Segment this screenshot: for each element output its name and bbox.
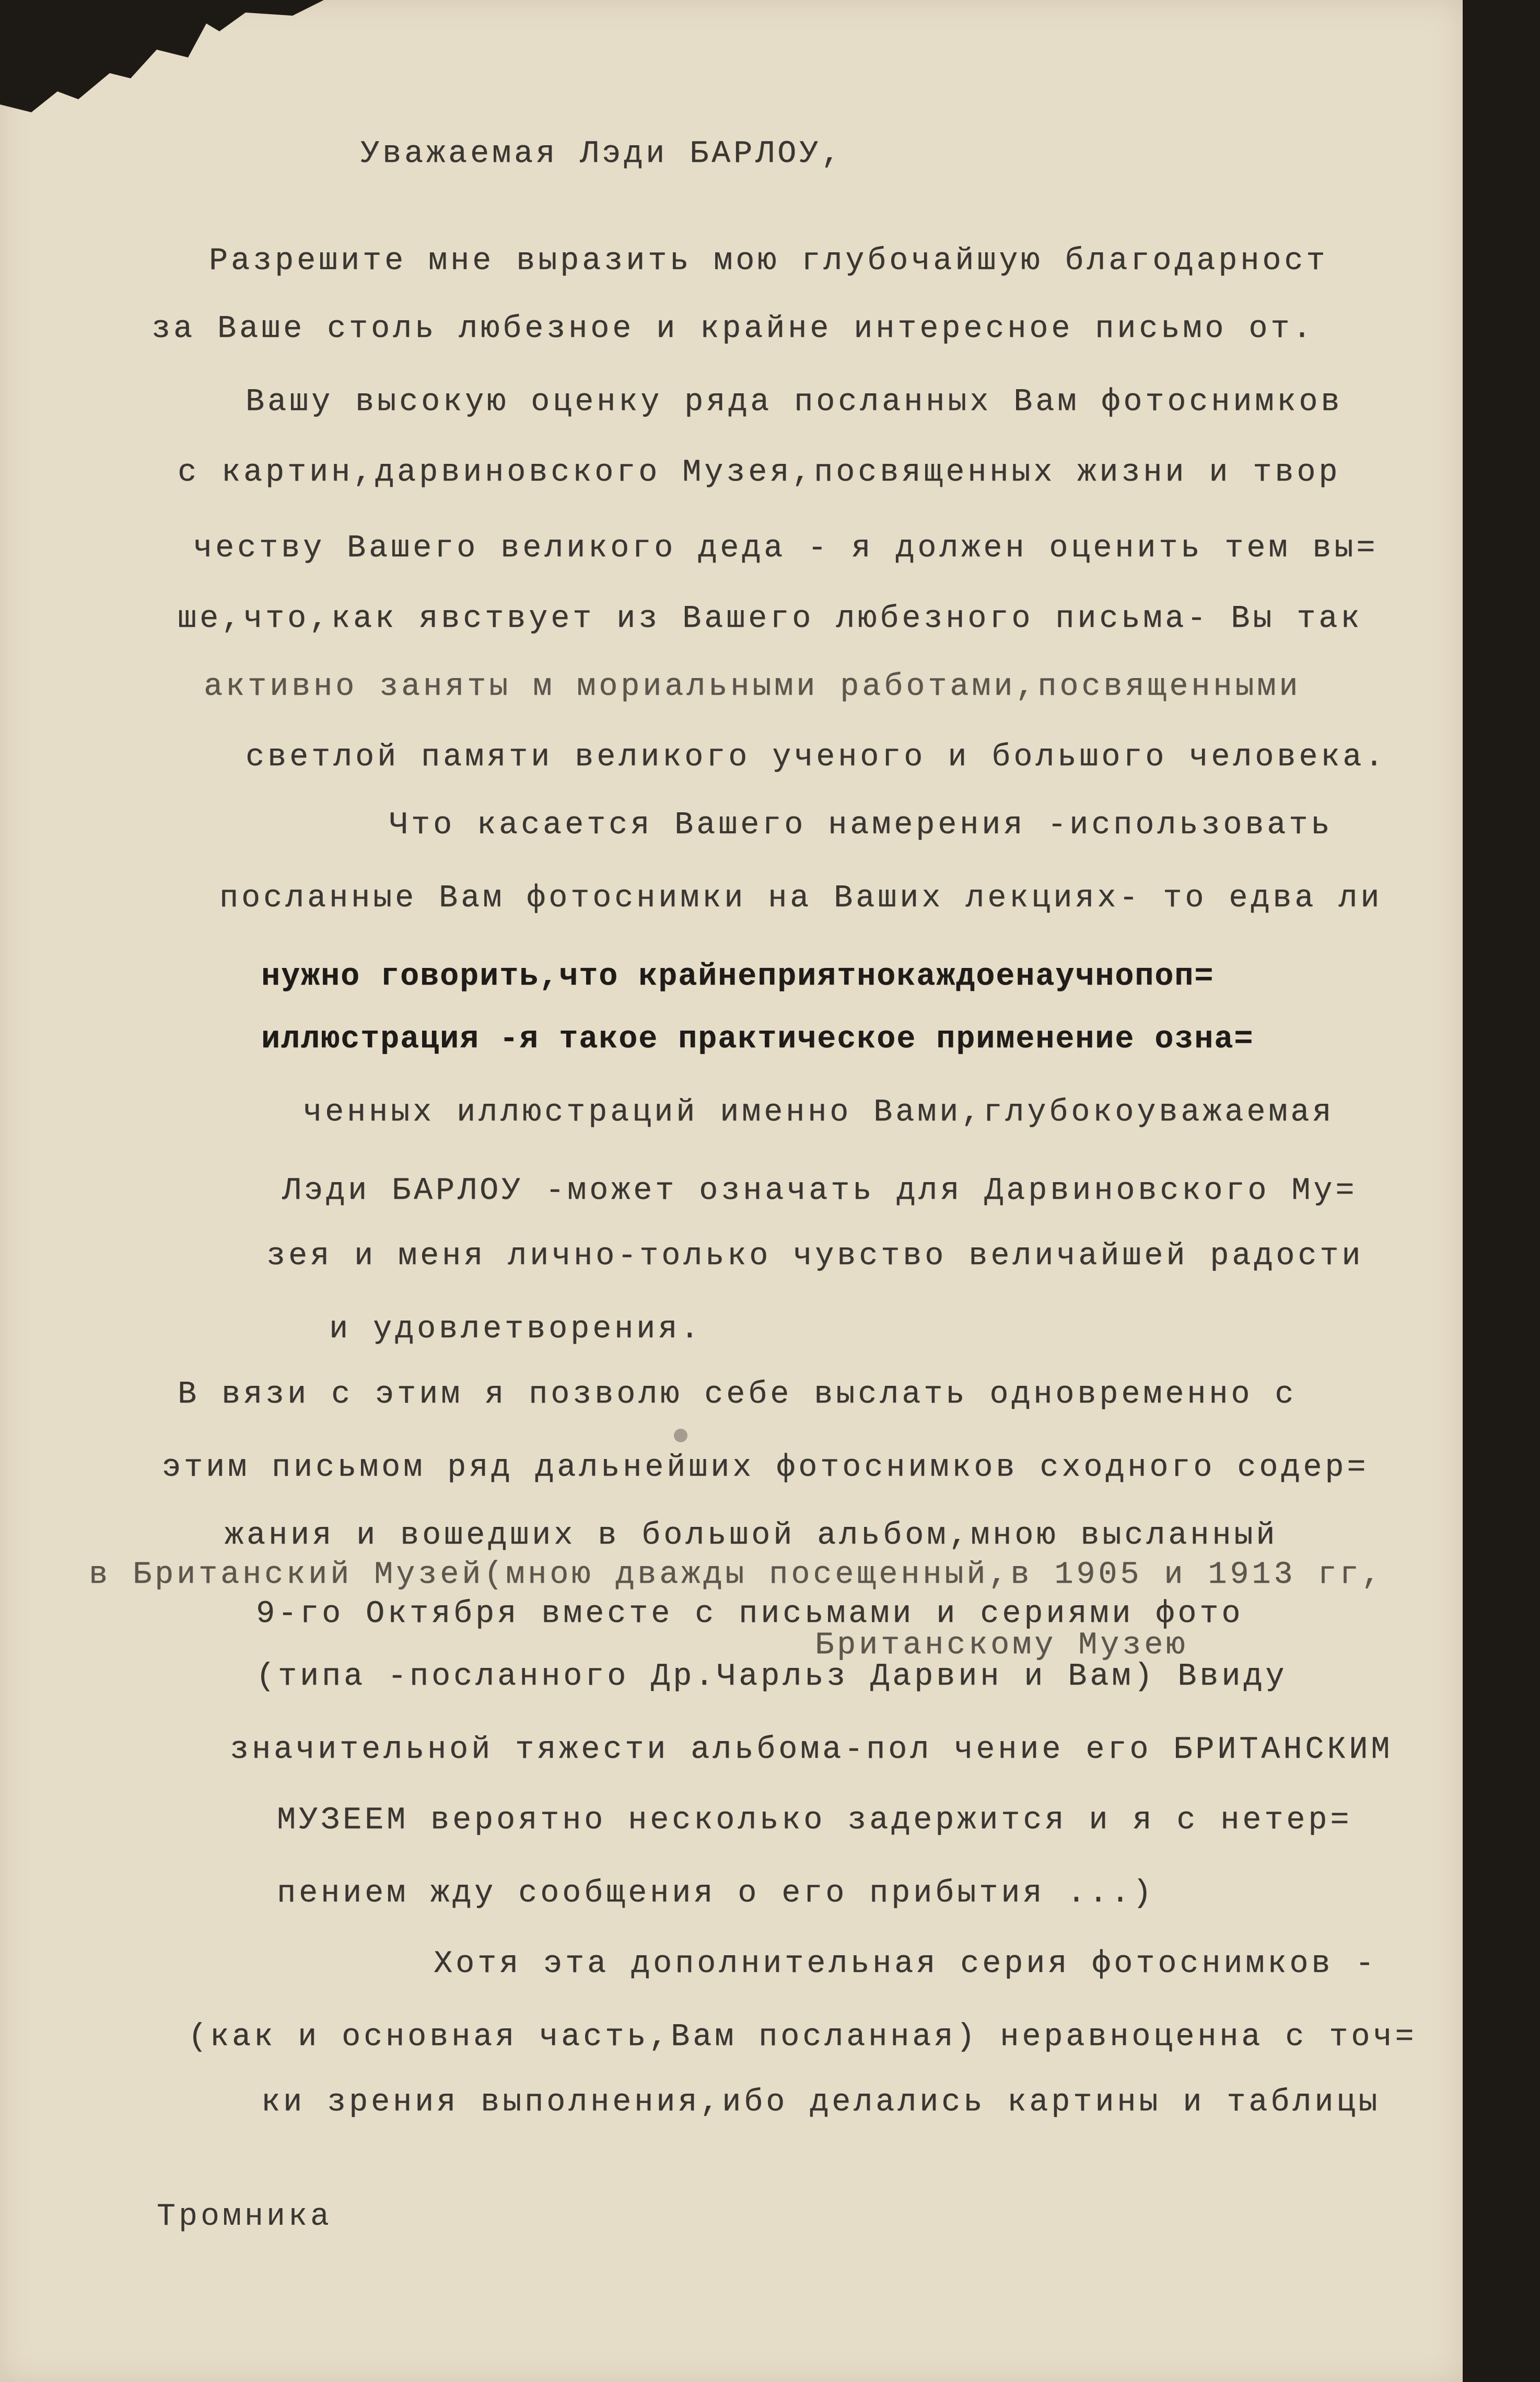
letter-line: в Британский Музей(мною дважды посещенный,в 1905 и 1913 гг, [89,1557,1384,1593]
letter-line: Что касается Вашего намерения -использовать [389,808,1333,843]
letter-line: ше,что,как явствует из Вашего любезного письма- Вы так [178,601,1363,637]
letter-line: зея и меня лично-только чувство величайшей радости [266,1239,1364,1274]
letter-line: посланные Вам фотоснимки на Ваших лекциях- то едва ли [219,881,1383,916]
struck-line: иллюстрация -я такое практическое применение озна= [261,1022,1254,1057]
letter-line: (типа -посланного Др.Чарльз Дарвин и Вам) Ввиду [256,1659,1288,1695]
letter-line: (как и основная часть,Вам посланная) неравноценна с точ= [188,2019,1417,2055]
letter-line: пением жду сообщения о его прибытия ...) [277,1876,1155,1911]
letter-line: Британскому Музею [815,1628,1188,1663]
catchword: Тромника [157,2199,333,2235]
letter-line: Разрешите мне выразить мою глубочайшую благодарност [209,243,1328,279]
ink-smudge [674,1429,687,1442]
letter-line: МУЗЕЕМ вероятно несколько задержится и я с нетер= [277,1803,1352,1838]
letter-line: жания и вошедших в большой альбом,мною высланный [225,1518,1278,1554]
salutation: Уважаемая Лэди БАРЛОУ, [360,136,844,172]
letter-line: В вязи с этим я позволю себе выслать одновременно с [178,1377,1297,1412]
letter-line: Лэди БАРЛОУ -может означать для Дарвиновского Му= [282,1173,1358,1209]
letter-line: светлой памяти великого ученого и большого человека. [246,740,1387,775]
scan-background-edge [1463,0,1540,2382]
letter-line: и удовлетворения. [329,1312,703,1347]
letter-line: Хотя эта дополнительная серия фотоснимков - [434,1946,1378,1982]
letter-line: ки зрения выполнения,ибо делались картины и таблицы [261,2085,1381,2120]
struck-line: нужно говорить,что крайнеприятнокаждоенаучнопоп= [261,959,1215,995]
letter-line: честву Вашего великого деда - я должен оценить тем вы= [193,531,1379,566]
letter-line: значительной тяжести альбома-пол чение его БРИТАНСКИМ [230,1732,1393,1768]
letter-line: ченных иллюстраций именно Вами,глубокоуважаемая [303,1095,1335,1130]
letter-line: 9-го Октября вместе с письмами и сериями фото [256,1596,1244,1632]
letter-line: с картин,дарвиновского Музея,посвященных жизни и твор [178,455,1341,491]
letter-line: за Ваше столь любезное и крайне интересное письмо от. [151,311,1315,347]
torn-corner [0,0,324,120]
letter-line: этим письмом ряд дальнейших фотоснимков сходного содер= [162,1450,1369,1486]
letter-line: активно заняты м мориальными работами,посвященными [204,669,1301,705]
letter-line: Вашу высокую оценку ряда посланных Вам фотоснимков [246,384,1343,420]
